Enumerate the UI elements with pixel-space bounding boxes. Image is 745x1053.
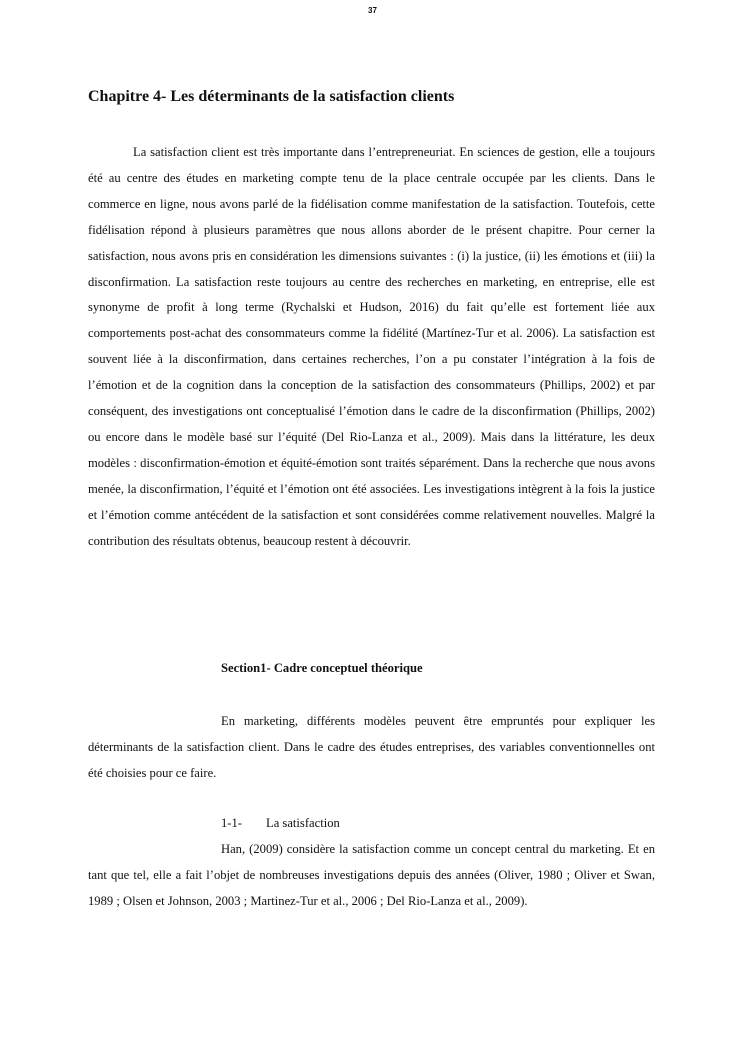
section-paragraph: En marketing, différents modèles peuvent être empruntés pour expliquer les déterminants de la satisfaction client. Dans le cadre des études entreprises, des variables conventionnelles ont été choisies pour ce faire. (88, 714, 655, 780)
subsection-title: La satisfaction (266, 816, 340, 830)
section-title: Section1- Cadre conceptuel théorique (221, 661, 423, 675)
page-number: 37 (368, 6, 377, 15)
chapter-title: Chapitre 4- Les déterminants de la satisfaction clients (88, 88, 455, 105)
subsection-number: 1-1- (221, 816, 242, 830)
intro-paragraph: La satisfaction client est très importante dans l’entrepreneuriat. En sciences de gestion, elle a toujours été au centre des études en marketing compte tenu de la place centrale occupée par les clients. Dans le commerce en ligne, nous avons parlé de la fidélisation comme manifestation de la satisfaction. Toutefois, cette fidélisation répond à plusieurs paramètres que nous allons aborder de le présent chapitre. Pour cerner la satisfaction, nous avons pris en considération les dimensions suivantes : (i) la justice, (ii) les émotions et (iii) la disconfirmation. La satisfaction reste toujours au centre des recherches en marketing, en entreprise, elle est synonyme de profit à long terme (Rychalski et Hudson, 2016) du fait qu’elle est fortement liée aux comportements post-achat des consommateurs comme la fidélité (Martínez-Tur et al. 2006). La satisfaction est souvent liée à la disconfirmation, dans certaines recherches, l’on a pu constater l’intégration à la fois de l’émotion et de la cognition dans la conception de la satisfaction des consommateurs (Phillips, 2002) et par conséquent, des investigations ont conceptualisé l’émotion dans le cadre de la disconfirmation (Phillips, 2002) ou encore dans le modèle basé sur l’équité (Del Rio-Lanza et al., 2009). Mais dans la littérature, les deux modèles : disconfirmation-émotion et équité-émotion sont traités séparément. Dans la recherche que nous avons menée, la disconfirmation, l’équité et l’émotion ont été associées. Les investigations intègrent à la fois la justice et l’émotion comme antécédent de la satisfaction et sont considérées comme relativement nouvelles. Malgré la contribution des résultats obtenus, beaucoup restent à découvrir. (88, 145, 655, 548)
subsection-heading (221, 816, 340, 831)
subsection-paragraph: Han, (2009) considère la satisfaction comme un concept central du marketing. Et en tant que tel, elle a fait l’objet de nombreuses investigations depuis des années (Oliver, 1980 ; Oliver et Swan, 1989 ; Olsen et Johnson, 2003 ; Martinez-Tur et al., 2006 ; Del Rio-Lanza et al., 2009). (88, 842, 655, 908)
